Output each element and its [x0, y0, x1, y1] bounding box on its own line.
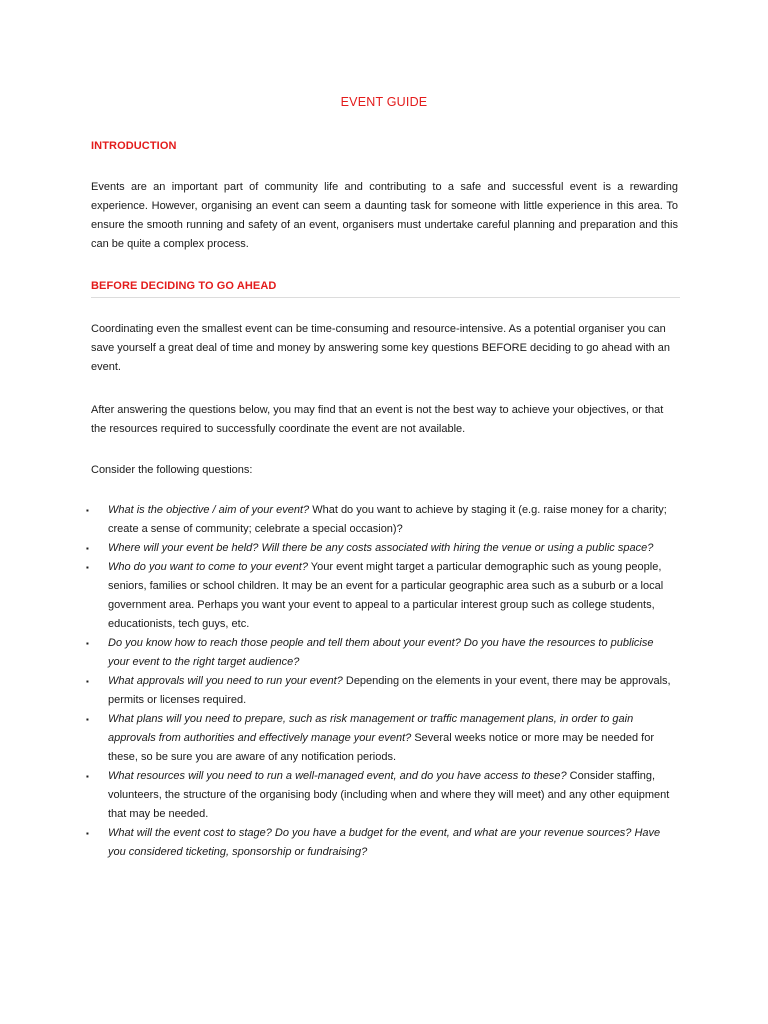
question-text: Where will your event be held? Will there be any costs associated with hiring the venue or using a public space? [108, 542, 654, 554]
list-item [82, 672, 672, 710]
list-item [82, 767, 672, 824]
after-answering-paragraph: After answering the questions below, you may find that an event is not the best way to achieve your objectives, or that the resources required to successfully coordinate the event are not available. [91, 404, 664, 435]
list-item [82, 824, 672, 862]
question-text: What is the objective / aim of your event? [108, 504, 310, 516]
consider-questions-paragraph: Consider the following questions: [91, 464, 253, 476]
question-text: Who do you want to come to your event? [108, 561, 308, 573]
question-answer: What do you want to achieve by staging it (e.g. raise money for a charity; create a sense of community; celebrate a special occasion)? [108, 504, 667, 535]
question-answer: Your event might target a particular demographic such as young people, seniors, families or school children. It may be an event for a particular geographic area such as a suburb or a local government area. Perhaps you want your event to appeal to a particular interest group such as college students, educationists, tech guys, etc. [108, 561, 664, 630]
question-answer: Consider staffing, volunteers, the structure of the organising body (including when and where they will meet) and any other equipment that may be needed. [108, 770, 670, 820]
square-bullet-icon: ▪ [86, 715, 89, 724]
introduction-heading: INTRODUCTION [91, 140, 177, 152]
square-bullet-icon: ▪ [86, 829, 89, 838]
list-item [82, 558, 672, 634]
list-item [82, 539, 672, 558]
list-item [82, 501, 672, 539]
question-answer: Several weeks notice or more may be needed for these, so be sure you are aware of any notification periods. [108, 732, 655, 763]
question-text: What resources will you need to run a well-managed event, and do you have access to these? [108, 770, 567, 782]
list-item [82, 710, 672, 767]
introduction-paragraph: Events are an important part of community life and contributing to a safe and successful event is a rewarding experience. However, organising an event can seem a daunting task for someone with little experience in this area. To ensure the smooth running and safety of an event, organisers must undertake careful planning and preparation and this can be quite a complex process. [91, 181, 678, 250]
document-title: EVENT GUIDE [340, 95, 428, 109]
list-item [82, 634, 672, 672]
question-answer: Depending on the elements in your event, there may be approvals, permits or licenses required. [108, 675, 671, 706]
question-text: What will the event cost to stage? Do you have a budget for the event, and what are your revenue sources? Have you considered ticketing, sponsorship or fundraising? [108, 827, 661, 858]
question-text: What approvals will you need to run your event? [108, 675, 343, 687]
square-bullet-icon: ▪ [86, 772, 89, 781]
before-deciding-heading: BEFORE DECIDING TO GO AHEAD [91, 280, 277, 292]
question-text: What plans will you need to prepare, such as risk management or traffic management plans, in order to gain approvals from authorities and effectively manage your event? [108, 713, 634, 744]
questions-list [82, 501, 672, 862]
question-text: Do you know how to reach those people and tell them about your event? Do you have the resources to publicise your event to the right target audience? [108, 637, 654, 668]
square-bullet-icon: ▪ [86, 506, 89, 515]
coordinating-paragraph: Coordinating even the smallest event can be time-consuming and resource-intensive. As a potential organiser you can save yourself a great deal of time and money by answering some key questions BEFORE deciding to go ahead with an event. [91, 323, 671, 373]
section-divider [91, 297, 680, 298]
square-bullet-icon: ▪ [86, 563, 89, 572]
square-bullet-icon: ▪ [86, 677, 89, 686]
square-bullet-icon: ▪ [86, 544, 89, 553]
square-bullet-icon: ▪ [86, 639, 89, 648]
